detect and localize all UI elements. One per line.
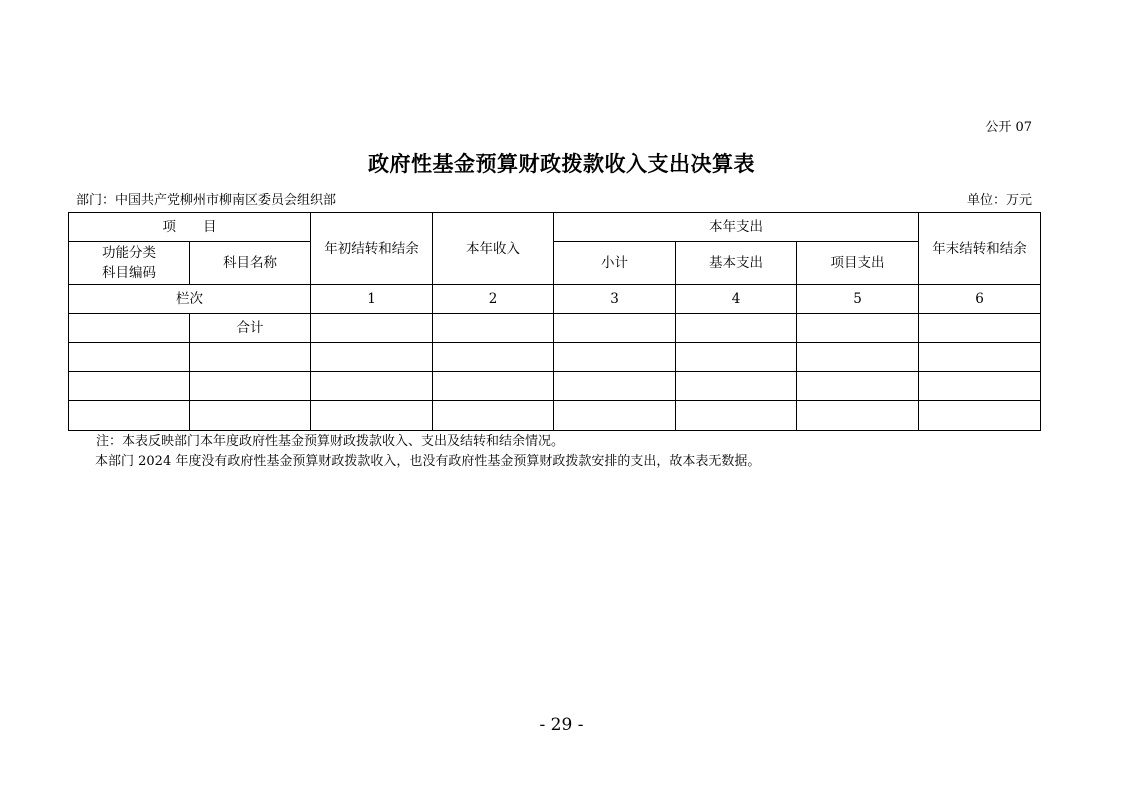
table-cell: [311, 314, 433, 343]
department-label: 部门：中国共产党柳州市柳南区委员会组织部: [76, 193, 337, 208]
table-cell: [69, 343, 190, 372]
column-number: 6: [919, 285, 1041, 314]
table-cell: [919, 343, 1041, 372]
table-cell: [190, 401, 311, 431]
table-cell: [676, 401, 797, 431]
table-cell: [919, 314, 1041, 343]
table-cell: [797, 372, 919, 401]
subject-code-label: 科目编码: [102, 265, 156, 281]
disclosure-code: 公开 07: [985, 120, 1032, 135]
column-number: 3: [554, 285, 676, 314]
project-expense-header: 项目支出: [797, 242, 919, 285]
notes: [96, 432, 760, 472]
table-cell: [311, 343, 433, 372]
table-cell: [919, 401, 1041, 431]
column-index-label: 栏次: [69, 285, 311, 314]
table-cell: [554, 372, 676, 401]
table-cell: [190, 372, 311, 401]
column-index-row: [69, 285, 1041, 314]
basic-expense-header: 基本支出: [676, 242, 797, 285]
column-number: 1: [311, 285, 433, 314]
table-cell: [69, 401, 190, 431]
table-cell: [554, 343, 676, 372]
table-cell: [433, 314, 554, 343]
column-number: 2: [433, 285, 554, 314]
table-row: [69, 372, 1041, 401]
table-cell: [676, 372, 797, 401]
unit-label: 单位：万元: [966, 193, 1032, 208]
header-row-1: [69, 213, 1041, 242]
table-row: [69, 401, 1041, 431]
table-cell: [311, 401, 433, 431]
table-cell: [919, 372, 1041, 401]
function-class-header: [69, 242, 190, 285]
table-cell: [797, 314, 919, 343]
note-line-2: 本部门 2024 年度没有政府性基金预算财政拨款收入，也没有政府性基金预算财政拨款安排的支出，故本表无数据。: [95, 454, 761, 469]
begin-balance-header: 年初结转和结余: [311, 213, 433, 285]
total-label: 合计: [190, 314, 311, 343]
table-cell: [797, 343, 919, 372]
table-cell: [797, 401, 919, 431]
header-row-2: [69, 242, 1041, 285]
table-cell: [676, 343, 797, 372]
table-cell: [433, 401, 554, 431]
table-cell: [311, 372, 433, 401]
end-balance-header: 年末结转和结余: [919, 213, 1041, 285]
page-number: - 29 -: [539, 715, 584, 735]
subtotal-header: 小计: [554, 242, 676, 285]
table-cell: [69, 372, 190, 401]
table-cell: [433, 343, 554, 372]
total-row: [69, 314, 1041, 343]
table-row: [69, 343, 1041, 372]
item-header: 项 目: [69, 213, 311, 242]
table-cell: [554, 314, 676, 343]
page-title: 政府性基金预算财政拨款收入支出决算表: [368, 151, 755, 176]
note-line-1: 注：本表反映部门本年度政府性基金预算财政拨款收入、支出及结转和结余情况。: [96, 434, 565, 449]
function-class-label: 功能分类: [102, 245, 156, 261]
table-cell: [433, 372, 554, 401]
current-expense-header: 本年支出: [554, 213, 919, 242]
current-income-header: 本年收入: [433, 213, 554, 285]
subject-name-header: 科目名称: [190, 242, 311, 285]
table-cell: [190, 343, 311, 372]
budget-table: [68, 212, 1041, 431]
column-number: 5: [797, 285, 919, 314]
table-cell: [676, 314, 797, 343]
column-number: 4: [676, 285, 797, 314]
table-cell: [554, 401, 676, 431]
table-cell: [69, 314, 190, 343]
